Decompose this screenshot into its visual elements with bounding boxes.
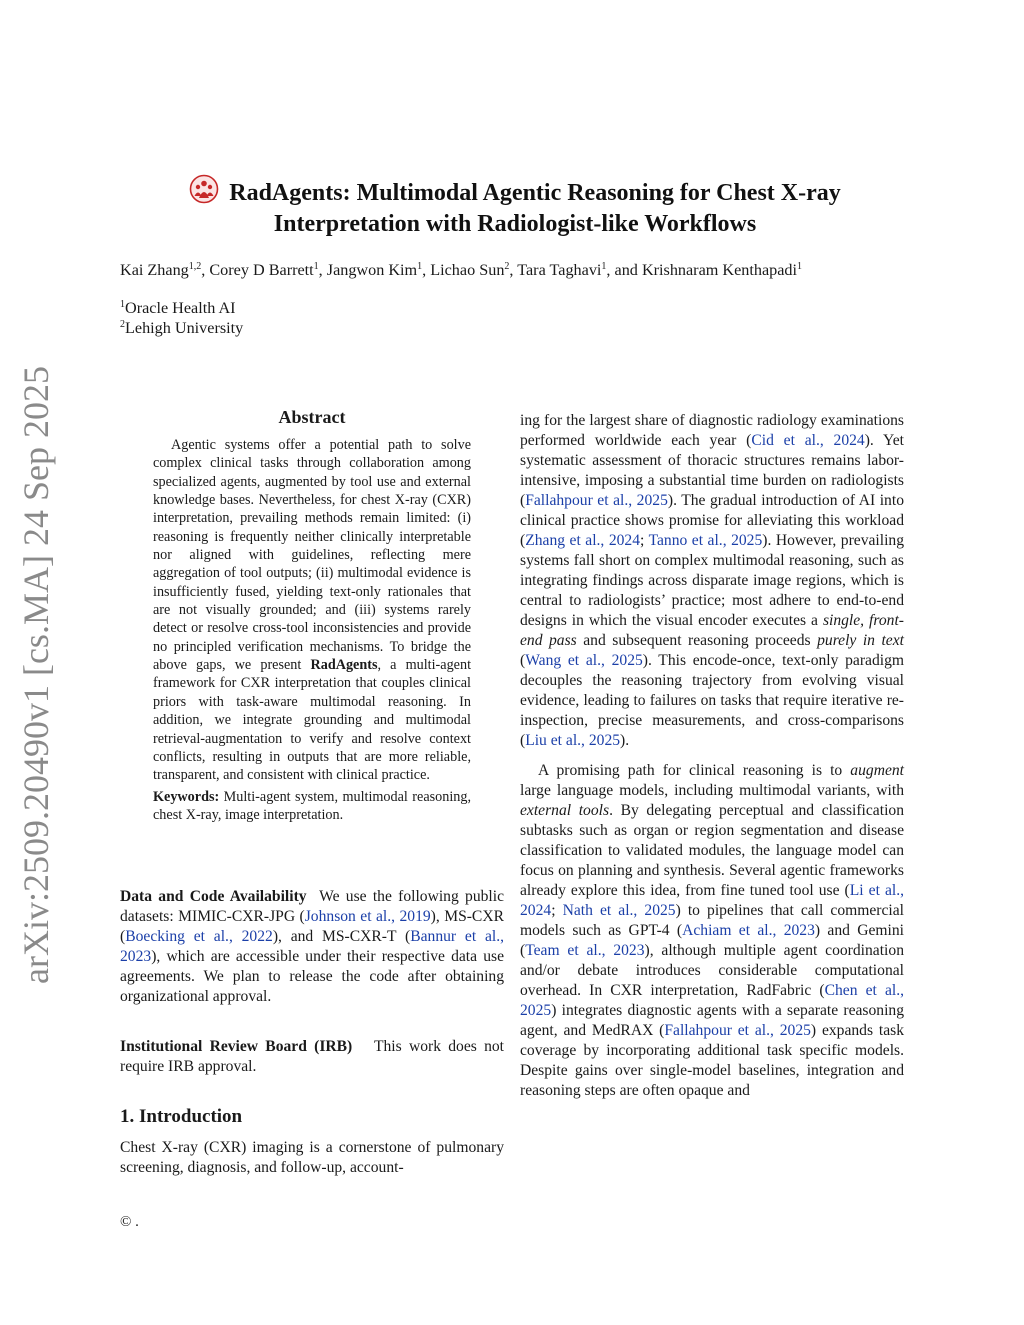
citation-link[interactable]: Nath et al., 2025 — [562, 902, 676, 919]
affiliation-name: Oracle Health AI — [125, 299, 236, 317]
author: Lichao Sun — [430, 261, 505, 279]
author-separator: , — [422, 261, 431, 279]
citation-link[interactable]: Li et al., 2024 — [520, 882, 904, 919]
abstract-heading: Abstract — [278, 407, 346, 427]
author-separator: , and — [606, 261, 642, 279]
keywords-text: Multi-agent system, multimodal reasoning, chest X-ray, image interpretation. — [153, 788, 472, 823]
citation-link[interactable]: Cid et al., 2024 — [751, 432, 865, 449]
author: Tara Taghavi — [517, 261, 602, 279]
text-span: ). The gradual introduction of AI into clinical practice shows promise for alleviating this workload ( — [520, 492, 904, 549]
emphasis-text: external tools — [520, 802, 610, 819]
author-affiliation-mark: 1 — [601, 261, 607, 272]
text-span: ). However, prevailing systems fall short on complex multimodal reasoning, such as integrating findings across disparate image regions, which is central to radiologists’ practice; most adhere to end-to-end designs in which the visual encoder executes a — [520, 532, 904, 629]
radagents-logo-icon — [189, 174, 219, 204]
intro-paragraph — [520, 761, 904, 1101]
text-span: ; — [551, 902, 563, 919]
emphasis-text: purely in text — [817, 632, 904, 649]
text-span: ). — [620, 732, 630, 749]
author: Jangwon Kim — [326, 261, 418, 279]
author-affiliation-mark: 1,2 — [188, 261, 202, 272]
text-span: ). This encode-once, text-only paradigm decouples the reasoning trajectory from evolving visual evidence, leading to failures on tasks that require iterative re-inspection, precise measurements, and cross-comparisons ( — [520, 652, 905, 749]
text-span: ) to pipelines that call commercial models such as GPT-4 ( — [520, 902, 905, 939]
affiliation-number: 1 — [120, 299, 125, 310]
text-span: ( — [520, 652, 526, 669]
author: Krishnaram Kenthapadi — [641, 261, 798, 279]
text-span: ; — [640, 532, 649, 549]
author: Corey D Barrett — [209, 261, 314, 279]
affiliation-number: 2 — [120, 319, 125, 330]
author-affiliation-mark: 1 — [313, 261, 319, 272]
author-affiliation-mark: 1 — [797, 261, 803, 272]
abstract-text-part: , a multi-agent framework for CXR interpretation that couples clinical priors with task-aware multimodal reasoning. In addition, we integrate grounding and multimodal retrieval-augmentation to verify and resolve context conflicts, resulting in outputs that are more reliable, transparent, and consistent with clinical practice. — [153, 657, 472, 784]
copyright-footer: © . — [120, 1214, 139, 1230]
irb-paragraph — [120, 1037, 504, 1077]
citation-link[interactable]: Boecking et al., 2022 — [125, 928, 273, 945]
text-span: A promising path for clinical reasoning is to — [538, 762, 851, 779]
text-span: large language models, including multimodal variants, with — [520, 782, 904, 799]
citation-link[interactable]: Chen et al., 2025 — [520, 982, 904, 1019]
affiliation — [120, 298, 236, 318]
text-span: and subsequent reasoning proceeds — [576, 632, 818, 649]
author-separator: , — [201, 261, 210, 279]
author: Kai Zhang — [120, 261, 189, 279]
citation-link[interactable]: Achiam et al., 2023 — [682, 922, 815, 939]
text-span: ). Yet systematic assessment of thoracic structures remains labor-intensive, imposing a substantial time burden on radiologists ( — [520, 432, 904, 509]
right-column — [520, 411, 904, 1101]
author-separator: , — [318, 261, 327, 279]
text-span: ), which are accessible under their respective data use agreements. We plan to release the code after obtaining organizational approval. — [120, 948, 504, 1005]
data-availability-heading: Data and Code Availability — [120, 888, 307, 905]
author-separator: , — [509, 261, 518, 279]
text-span: ) integrates diagnostic agents with a separate reasoning agent, and MedRAX ( — [520, 1002, 904, 1039]
data-availability-paragraph — [120, 887, 504, 1007]
emphasis-text: single, front-end pass — [520, 612, 904, 649]
abstract-block — [153, 406, 471, 824]
citation-link[interactable]: Team et al., 2023 — [525, 942, 645, 959]
citation-link[interactable]: Liu et al., 2025 — [525, 732, 621, 749]
abstract-text-part: Agentic systems offer a potential path to solve complex clinical tasks through collaboration among specialized agents, augmented by tool use and external knowledge bases. Nevertheless, for chest X-ray (CXR) interpretation, prevailing methods remain limited: (i) reasoning is frequently neither clinically interpretable nor aligned with guidelines, reflecting mere aggregation of tool outputs; (ii) multimodal evidence is insufficiently fused, yielding text-only rationales that are not visually grounded; and (iii) systems rarely detect or resolve cross-tool inconsistencies and provide no principled verification mechanisms. To bridge the above gaps, we present — [153, 437, 471, 674]
affiliation-name: Lehigh University — [125, 319, 244, 337]
citation-link[interactable]: Fallahpour et al., 2025 — [664, 1022, 811, 1039]
paper-title — [120, 174, 910, 240]
text-span: . By delegating perceptual and classification subtasks such as organ or region segmentation and disease classification to validated modules, the language model can focus on planning and synthesis. Several agentic frameworks already explore this idea, from fine tuned tool use ( — [520, 802, 904, 899]
text-span: ) and Gemini ( — [520, 922, 904, 959]
intro-paragraph — [520, 411, 904, 751]
irb-heading: Institutional Review Board (IRB) — [120, 1038, 353, 1055]
author-affiliation-mark: 1 — [417, 261, 423, 272]
author-affiliation-mark: 2 — [504, 261, 510, 272]
text-span: ) expands task coverage by incorporating additional task specific models. Despite gains over single-model baselines, integration and reasoning steps are often opaque and — [520, 1022, 904, 1099]
text-span: ), and MS-CXR-T ( — [272, 928, 411, 945]
keywords — [153, 788, 471, 825]
system-name: RadAgents — [310, 657, 378, 674]
text-span: We use the following public datasets: MIMIC-CXR-JPG ( — [120, 888, 505, 925]
affiliation — [120, 318, 243, 338]
introduction-text: Chest X-ray (CXR) imaging is a cornerstone of pulmonary screening, diagnosis, and follow-up, account- — [120, 1139, 504, 1176]
author-list — [120, 258, 920, 282]
citation-link[interactable]: Tanno et al., 2025 — [648, 532, 763, 549]
title-line-1: RadAgents: Multimodal Agentic Reasoning for Chest X-ray — [229, 180, 841, 206]
irb-text: This work does not require IRB approval. — [120, 1038, 504, 1075]
citation-link[interactable]: Fallahpour et al., 2025 — [525, 492, 668, 509]
keywords-label: Keywords: — [153, 788, 220, 805]
arxiv-identifier: arXiv:2509.20490v1 [cs.MA] 24 Sep 2025 — [16, 366, 56, 984]
text-span: ), although multiple agent coordination and/or debate introduces considerable computational overhead. In CXR interpretation, RadFabric ( — [520, 942, 904, 999]
emphasis-text: augment — [850, 762, 904, 779]
text-span: ), MS-CXR ( — [120, 908, 504, 945]
abstract-text — [153, 436, 471, 785]
introduction-heading: 1. Introduction — [120, 1106, 243, 1127]
citation-link[interactable]: Zhang et al., 2024 — [525, 532, 641, 549]
citation-link[interactable]: Johnson et al., 2019 — [304, 908, 431, 925]
citation-link[interactable]: Wang et al., 2025 — [525, 652, 643, 669]
text-span: ing for the largest share of diagnostic radiology examinations performed worldwide each year ( — [520, 412, 904, 449]
introduction-section — [120, 1105, 504, 1178]
citation-link[interactable]: Bannur et al., 2023 — [120, 928, 504, 965]
title-line-2: Interpretation with Radiologist-like Workflows — [273, 211, 757, 237]
